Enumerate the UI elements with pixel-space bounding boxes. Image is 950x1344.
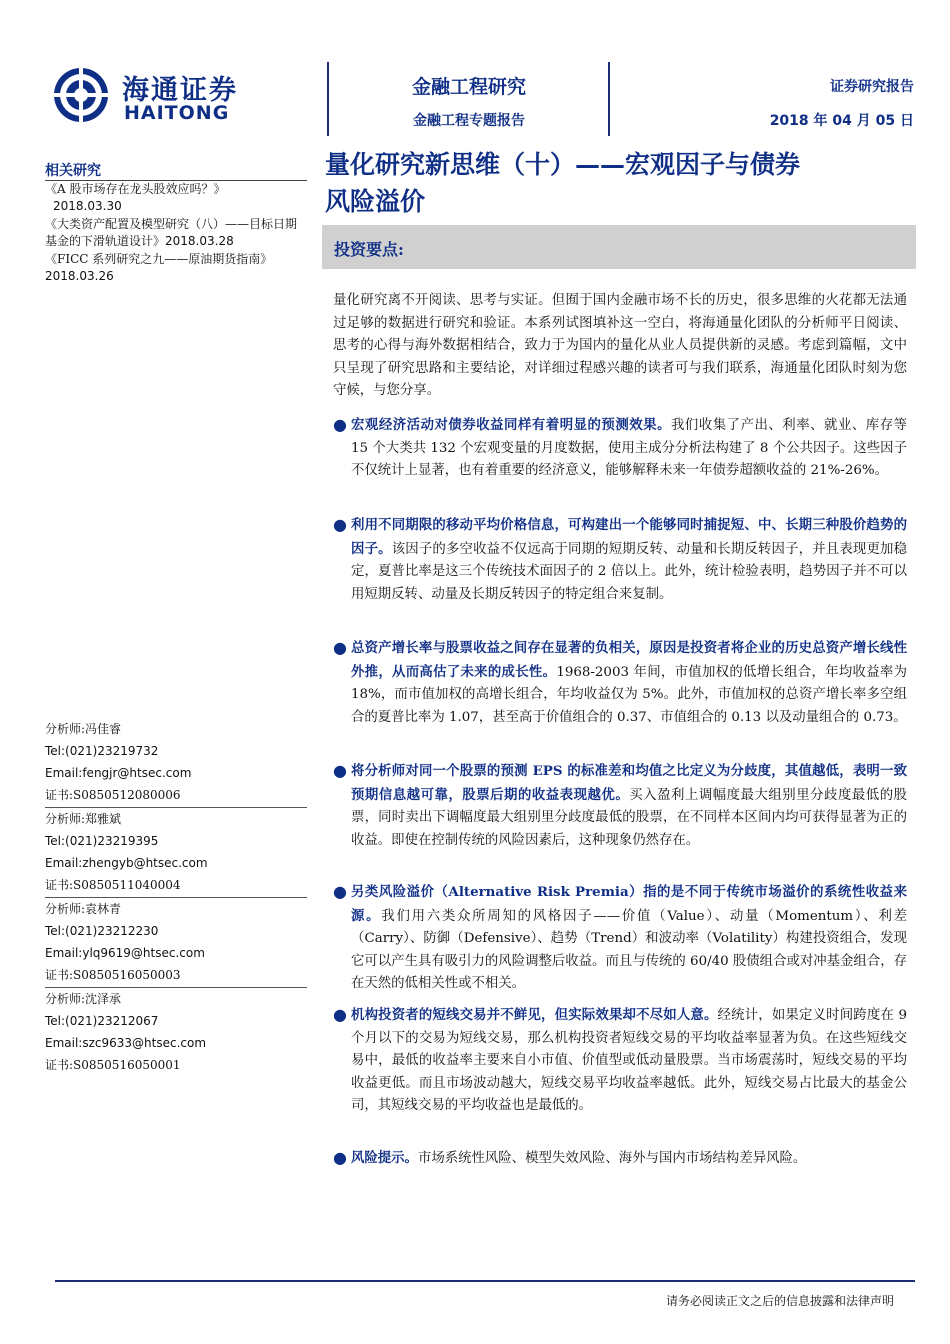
bullet-headline: 风险提示。 xyxy=(351,1150,418,1166)
analyst-name: 分析师:郑雅斌 xyxy=(45,812,122,826)
report-title-line2: 风险溢价 xyxy=(325,187,426,216)
analyst-email[interactable]: Email:zhengyb@htsec.com xyxy=(45,856,208,870)
analyst-tel: Tel:(021)23212067 xyxy=(45,1014,159,1028)
bullet-headline: 利用不同期限的移动平均价格信息，可构建出一个能够同时捕捉短、中、长期三种股价趋势的因子。 xyxy=(351,517,907,557)
bullet-headline: 宏观经济活动对债券收益同样有着明显的预测效果。 xyxy=(351,417,671,433)
footer-rule xyxy=(55,1280,915,1282)
report-title-line1: 量化研究新思维（十）——宏观因子与债券 xyxy=(325,150,801,179)
bullet-headline: 机构投资者的短线交易并不鲜见，但实际效果却不尽如人意。 xyxy=(351,1007,718,1023)
related-item-title: 《A 股市场存在龙头股效应吗？》 xyxy=(45,182,226,196)
analyst-name: 分析师:袁林青 xyxy=(45,902,122,916)
logo-cn-text: 海通证券 xyxy=(122,75,238,106)
bullet-body: 该因子的多空收益不仅远高于同期的短期反转、动量和长期反转因子，并且表现更加稳定，夏普比率是这三个传统技术面因子的 2 倍以上。此外，统计检验表明，趋势因子并不可以用短期反转、动量及长期反转因子的特定组合来复制。 xyxy=(351,541,908,602)
bullet-body: 经统计，如果定义时间跨度在 9 个月以下的交易为短线交易，那么机构投资者短线交易的平均收益率显著为负。在这些短线交易中，最低的收益率主要来自小市值、价值型或低动量股票。当市场震荡时，短线交易的平均收益更低。而且市场波动越大，短线交易平均收益率越低。此外，短线交易占比最大的基金公司，其短线交易的平均收益也是最低的。 xyxy=(351,1008,907,1114)
logo-en-text: HAITONG xyxy=(124,102,230,124)
footer-disclaimer: 请务必阅读正文之后的信息披露和法律声明 xyxy=(665,1294,894,1308)
haitong-logo-icon xyxy=(52,66,110,124)
bullet-dot-icon: ● xyxy=(333,415,347,434)
bullet-dot-icon: ● xyxy=(333,882,347,901)
bullet-body: 买入盈利上调幅度最大组别里分歧度最低的股票，同时卖出下调幅度最大组别里分歧度最低的股票，在不同样本区间内均可获得显著为正的收益。即使在控制传统的风险因素后，这种现象仍然存在。 xyxy=(351,787,908,848)
bullet-headline: 总资产增长率与股票收益之间存在显著的负相关，原因是投资者将企业的历史总资产增长线性外推，从而高估了未来的成长性。 xyxy=(351,640,907,680)
department-label: 金融工程研究 xyxy=(411,76,526,98)
report-date: 2018 年 04 月 05 日 xyxy=(769,113,914,129)
bullet-body: 市场系统性风险、模型失效风险、海外与国内市场结构差异风险。 xyxy=(417,1151,807,1166)
bullet-item xyxy=(333,514,907,606)
analyst-list xyxy=(45,718,307,1076)
haitong-logo xyxy=(52,66,272,130)
bullet-item xyxy=(333,1147,907,1171)
bullet-item xyxy=(333,760,907,852)
analyst-email[interactable]: Email:fengjr@htsec.com xyxy=(45,766,192,780)
analyst-email[interactable]: Email:szc9633@htsec.com xyxy=(45,1036,207,1050)
bullet-body: 1968-2003 年间，市值加权的低增长组合，年均收益率为 18%，而市值加权的高增长组合，年均收益仅为 5%。此外，市值加权的总资产增长率多空组合的夏普比率为 1.07，甚至高于价值组合的 0.37、市值组合的 0.13 以及动量组合的 0.73。 xyxy=(351,664,907,725)
related-item-title: 《大类资产配置及模型研究（八）——目标日期基金的下滑轨道设计》 xyxy=(45,217,298,248)
header-divider-right xyxy=(608,62,610,136)
bullet-dot-icon: ● xyxy=(333,638,347,657)
analyst-name: 分析师:沈泽承 xyxy=(45,992,122,1006)
related-item[interactable] xyxy=(45,216,307,250)
analyst-tel: Tel:(021)23219395 xyxy=(45,834,159,848)
related-item[interactable] xyxy=(45,181,307,215)
bullet-item xyxy=(333,414,907,483)
analyst-cert: 证书:S0850512080006 xyxy=(45,788,181,802)
bullet-item xyxy=(333,637,907,729)
related-research-title: 相关研究 xyxy=(45,163,101,179)
analyst-email[interactable]: Email:ylq9619@htsec.com xyxy=(45,946,205,960)
report-type-label: 证券研究报告 xyxy=(830,79,914,95)
bullet-dot-icon: ● xyxy=(333,515,347,534)
bullet-item xyxy=(333,881,907,996)
related-item-title: 《FICC 系列研究之九——原油期货指南》 xyxy=(45,252,273,266)
bullet-headline: 将分析师对同一个股票的预测 EPS 的标准差和均值之比定义为分歧度，其值越低，表明一致预期信息越可靠，股票后期的收益表现越优。 xyxy=(351,763,907,803)
analyst-cert: 证书:S0850516050001 xyxy=(45,1058,181,1072)
report-series-label: 金融工程专题报告 xyxy=(413,113,525,129)
related-item-date: 2018.03.28 xyxy=(165,234,234,248)
analyst-tel: Tel:(021)23212230 xyxy=(45,924,159,938)
related-item-date: 2018.03.30 xyxy=(53,199,122,213)
analyst-cert: 证书:S0850511040004 xyxy=(45,878,181,892)
bullet-body: 我们收集了产出、利率、就业、库存等 15 个大类共 132 个宏观变量的月度数据，使用主成分分析法构建了 8 个公共因子。这些因子不仅统计上显著，也有着重要的经济意义，能够解释未来一年债券超额收益的 21%-26%。 xyxy=(351,418,907,479)
analyst-name: 分析师:冯佳睿 xyxy=(45,722,122,736)
analyst-tel: Tel:(021)23219732 xyxy=(45,744,159,758)
bullet-dot-icon: ● xyxy=(333,1005,347,1024)
bullet-dot-icon: ● xyxy=(333,761,347,780)
related-item-date: 2018.03.26 xyxy=(45,269,114,283)
bullet-headline: 另类风险溢价（Alternative Risk Premia）指的是不同于传统市场溢价的系统性收益来源。 xyxy=(351,884,907,924)
intro-paragraph: 量化研究离不开阅读、思考与实证。但囿于国内金融市场不长的历史，很多思维的火花都无法通过足够的数据进行研究和验证。本系列试图填补这一空白，将海通量化团队的分析师平日阅读、思考的心得与海外数据相结合，致力于为国内的量化从业人员提供新的灵感。考虑到篇幅，文中只呈现了研究思路和主要结论，对详细过程感兴趣的读者可与我们联系，海通量化团队时刻为您守候，与您分享。 xyxy=(333,293,907,399)
bullet-body: 我们用六类众所周知的风格因子——价值（Value）、动量（Momentum）、利差（Carry）、防御（Defensive）、趋势（Trend）和波动率（Volatility）构建投资组合，发现它可以产生具有吸引力的风险调整后收益。而且与传统的 60/40 股债组合或对冲基金组合，存在天然的低相关性或不相关。 xyxy=(351,908,907,992)
report-title xyxy=(325,146,925,220)
key-points-bar xyxy=(322,225,916,269)
related-item[interactable] xyxy=(45,251,307,285)
header-divider-left xyxy=(327,62,329,136)
bullet-item xyxy=(333,1004,907,1118)
key-points-label: 投资要点: xyxy=(334,240,404,259)
analyst-cert: 证书:S0850516050003 xyxy=(45,968,181,982)
bullet-dot-icon: ● xyxy=(333,1148,347,1167)
